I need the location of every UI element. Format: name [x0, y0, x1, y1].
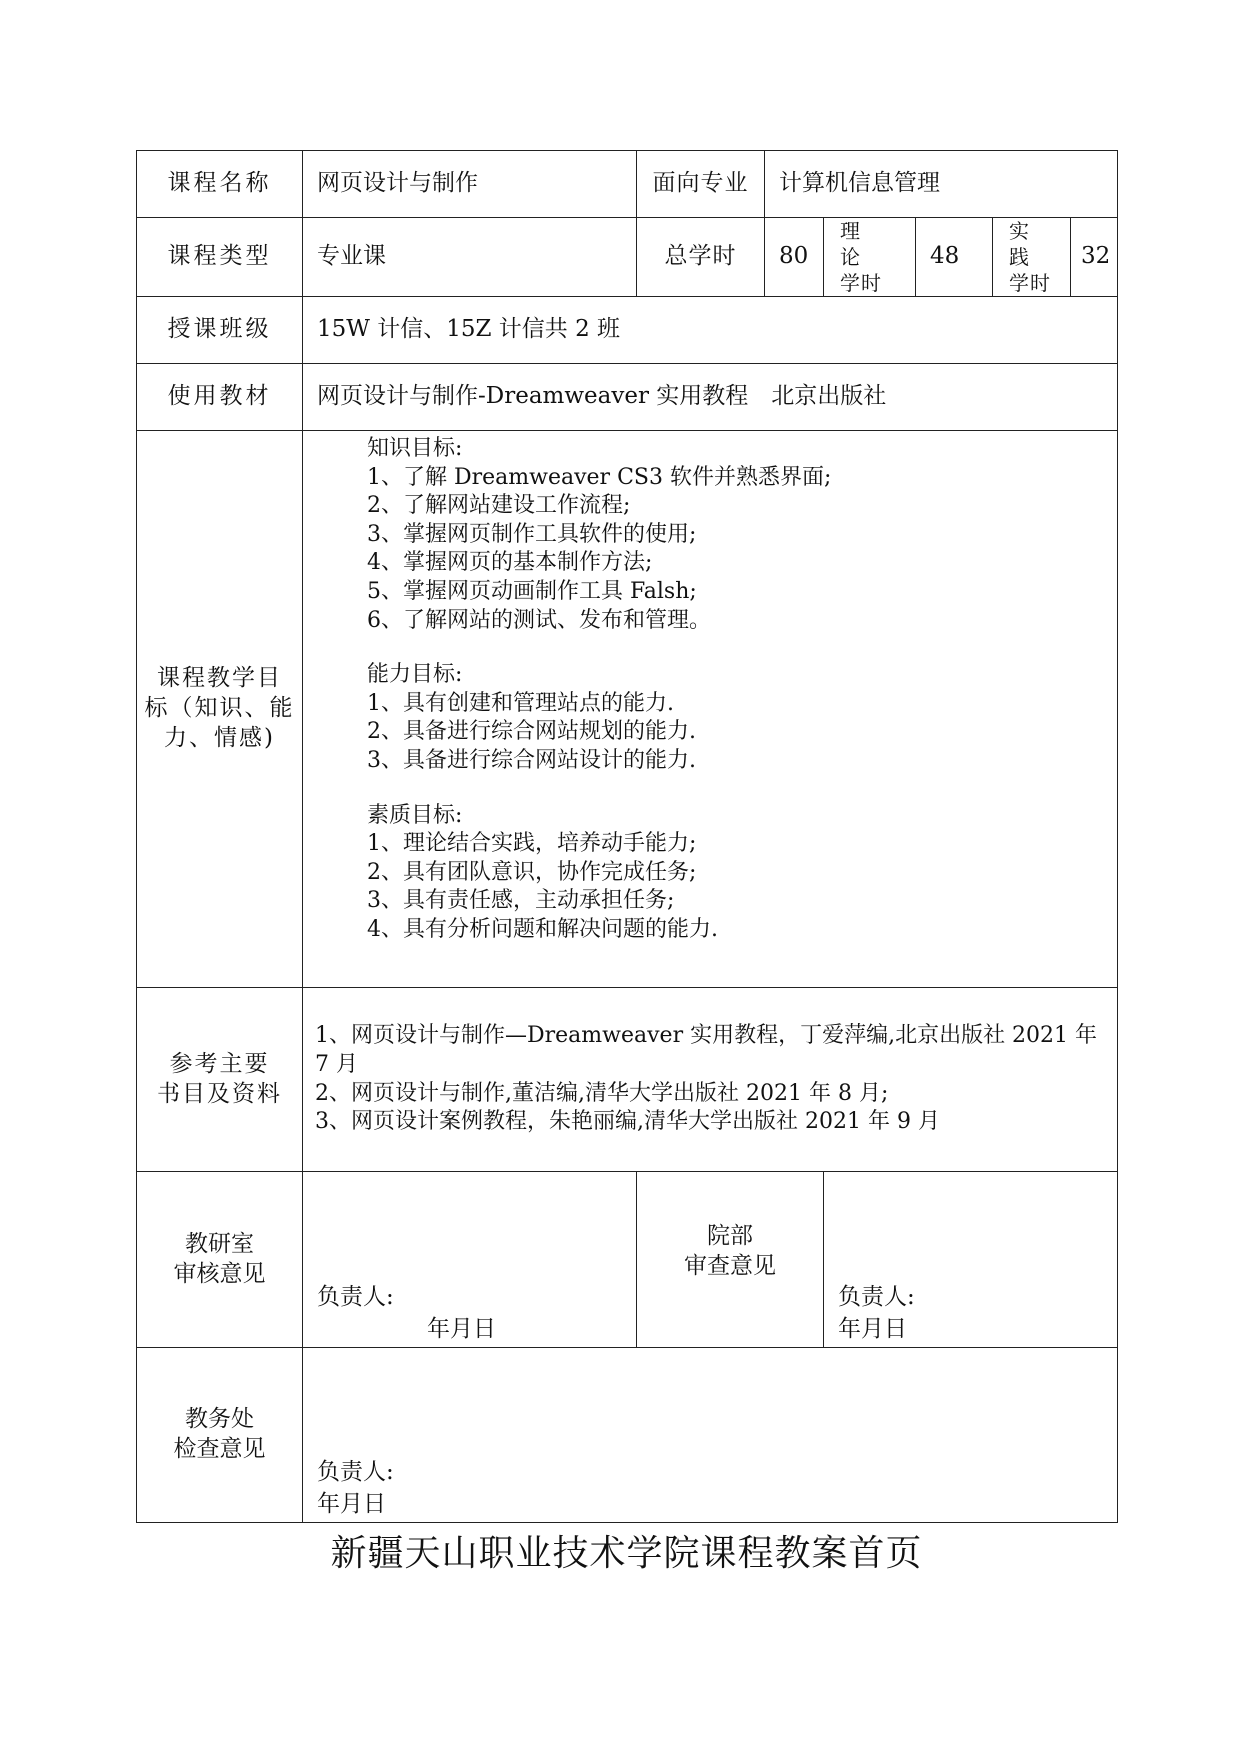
teaching-goals-label-line3: 力、情感) — [164, 724, 275, 751]
course-type-label: 课程类型 — [137, 218, 303, 297]
practice-hours-value: 32 — [1071, 218, 1118, 297]
knowledge-goal: 1、了解 Dreamweaver CS3 软件并熟悉界面; — [367, 464, 832, 490]
teaching-goals-label-line2: 标（知识、能 — [144, 695, 295, 722]
row-review — [137, 1172, 1118, 1348]
dept-review-label — [637, 1172, 824, 1348]
course-name-label: 课程名称 — [137, 151, 303, 218]
row-references — [137, 988, 1118, 1172]
references-label-line2: 书目及资料 — [157, 1080, 282, 1107]
knowledge-goal: 6、了解网站的测试、发布和管理。 — [367, 607, 711, 633]
knowledge-goal: 5、掌握网页动画制作工具 Falsh; — [367, 578, 697, 604]
reference-item: 3、网页设计案例教程，朱艳丽编,清华大学出版社 2021 年 9 月 — [315, 1109, 940, 1135]
office-review-label-line2: 审核意见 — [173, 1260, 266, 1287]
office-date-label: 年月日 — [427, 1316, 496, 1343]
office-review-label — [137, 1172, 303, 1348]
dept-person-label: 负责人: — [838, 1284, 915, 1311]
practice-hours-label-line1: 实 践 — [1009, 219, 1039, 269]
quality-goal: 3、具有责任感，主动承担任务; — [367, 888, 675, 914]
academic-check-label-line2: 检查意见 — [173, 1436, 266, 1462]
row-classes — [137, 297, 1118, 364]
teaching-goals-content — [303, 431, 1118, 988]
theory-hours-label-line1: 理 论 — [840, 219, 870, 269]
spacer — [367, 635, 1117, 661]
quality-goal: 4、具有分析问题和解决问题的能力. — [367, 916, 718, 942]
knowledge-goal: 3、掌握网页制作工具软件的使用; — [367, 521, 697, 547]
textbook-label: 使用教材 — [137, 364, 303, 431]
course-type-value: 专业课 — [303, 218, 637, 297]
course-info-table — [136, 150, 1118, 1523]
major-label: 面向专业 — [637, 151, 765, 218]
theory-hours-label — [824, 218, 916, 297]
knowledge-goals-title: 知识目标: — [367, 436, 463, 461]
classes-label: 授课班级 — [137, 297, 303, 364]
academic-check-box — [303, 1348, 1118, 1523]
row-course-type — [137, 218, 1118, 297]
knowledge-goal: 2、了解网站建设工作流程; — [367, 493, 631, 519]
academic-check-label — [137, 1348, 303, 1523]
reference-item: 1、网页设计与制作—Dreamweaver 实用教程，丁爱萍编,北京出版社 2021 年 7 月 — [315, 1023, 1098, 1077]
row-course-name — [137, 151, 1118, 218]
course-name-value: 网页设计与制作 — [303, 151, 637, 218]
major-value: 计算机信息管理 — [765, 151, 1118, 218]
knowledge-goal: 4、掌握网页的基本制作方法; — [367, 550, 653, 576]
office-person-label: 负责人: — [317, 1284, 394, 1311]
teaching-goals-label-line1: 课程教学目 — [157, 665, 282, 692]
academic-person-label: 负责人: — [317, 1459, 394, 1486]
ability-goal: 1、具有创建和管理站点的能力. — [367, 690, 674, 716]
textbook-value: 网页设计与制作-Dreamweaver 实用教程 北京出版社 — [303, 364, 1118, 431]
office-review-box — [303, 1172, 637, 1348]
dept-date-label: 年月日 — [838, 1316, 907, 1343]
dept-review-label-line1: 院部 — [707, 1223, 753, 1249]
ability-goal: 3、具备进行综合网站设计的能力. — [367, 747, 696, 773]
quality-goal: 1、理论结合实践，培养动手能力; — [367, 831, 697, 857]
row-academic-check — [137, 1348, 1118, 1523]
theory-hours-label-line2: 学时 — [840, 271, 882, 295]
row-textbook — [137, 364, 1118, 431]
dept-review-label-line2: 审查意见 — [684, 1252, 776, 1279]
academic-check-label-line1: 教务处 — [185, 1406, 254, 1433]
references-label-line1: 参考主要 — [169, 1050, 270, 1077]
academic-date-label: 年月日 — [317, 1491, 386, 1518]
total-hours-value: 80 — [765, 218, 824, 297]
row-teaching-goals — [137, 431, 1118, 988]
ability-goal: 2、具备进行综合网站规划的能力. — [367, 719, 696, 745]
theory-hours-value: 48 — [916, 218, 993, 297]
office-review-label-line1: 教研室 — [185, 1230, 254, 1257]
ability-goals-title: 能力目标: — [367, 662, 463, 688]
teaching-goals-label — [137, 431, 303, 988]
quality-goal: 2、具有团队意识，协作完成任务; — [367, 859, 697, 885]
references-content — [303, 988, 1118, 1172]
references-label — [137, 988, 303, 1172]
spacer — [367, 776, 1117, 802]
practice-hours-label-line2: 学时 — [1009, 271, 1051, 295]
page-title: 新疆天山职业技术学院课程教案首页 — [330, 1533, 923, 1574]
practice-hours-label — [993, 218, 1071, 297]
dept-review-box — [824, 1172, 1118, 1348]
course-form — [136, 150, 1117, 1523]
classes-value: 15W 计信、15Z 计信共 2 班 — [303, 297, 1118, 364]
reference-item: 2、网页设计与制作,董洁编,清华大学出版社 2021 年 8 月; — [315, 1080, 889, 1106]
quality-goals-title: 素质目标: — [367, 802, 463, 828]
total-hours-label: 总学时 — [637, 218, 765, 297]
